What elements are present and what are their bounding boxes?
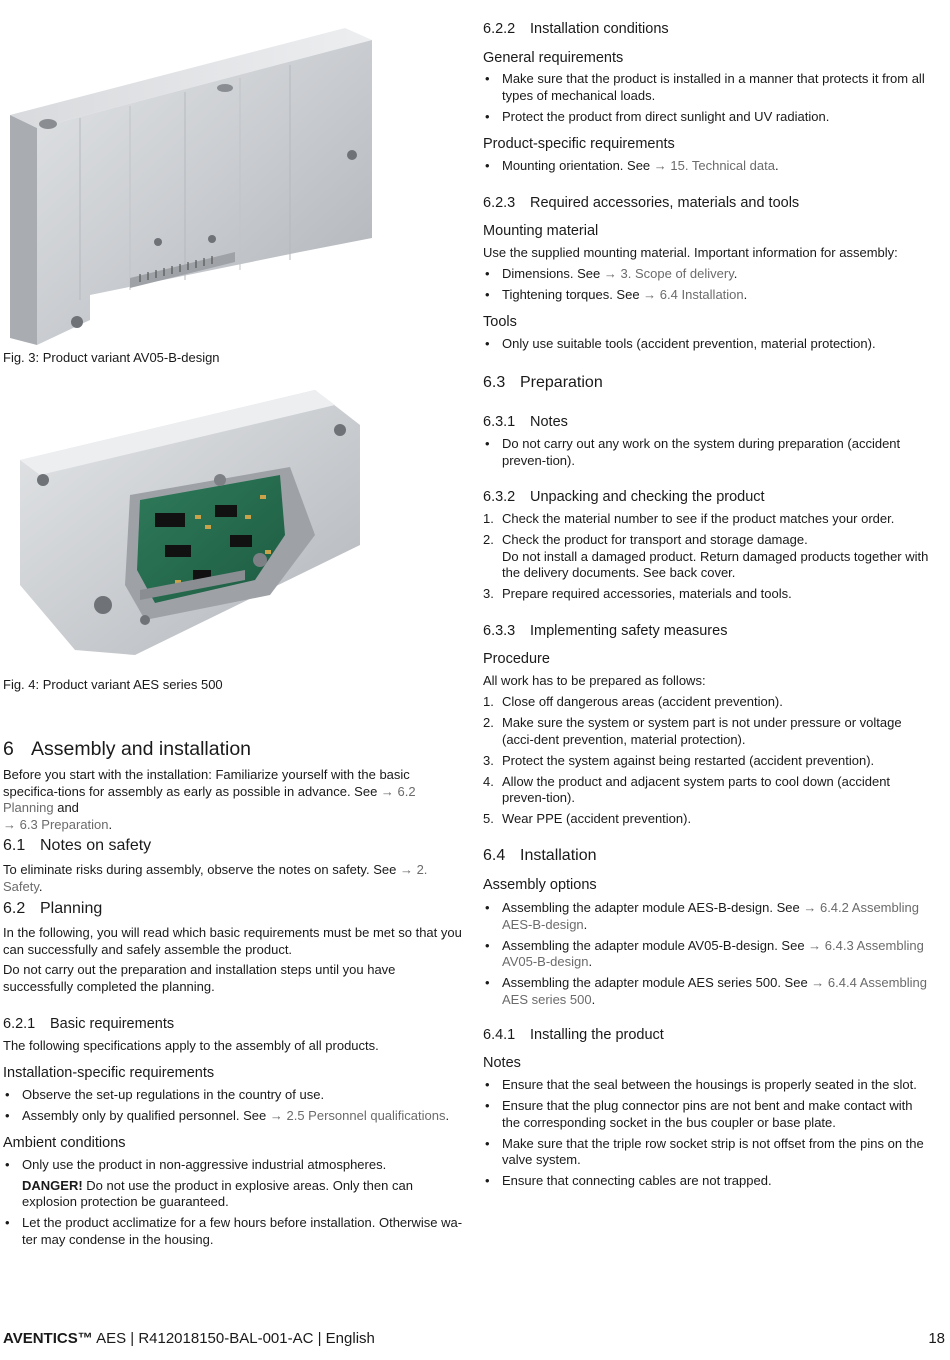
list-item: 1. Check the material number to see if the product matches your order. [483, 511, 895, 526]
list-item: • Assembling the adapter module AES-B-design. See → 6.4.2 Assembling AES-B-design. [483, 900, 938, 933]
link-assembling-aes-b-design[interactable]: 6.4.2 Assembling AES-B-design [502, 900, 919, 932]
link-preparation[interactable]: 6.3 Preparation [19, 816, 109, 832]
link-technical-data[interactable]: 15. Technical data [670, 158, 775, 173]
list-item: • Only use the product in non-aggressive industrial atmospheres. DANGER! Do not use the product in explosive areas. Only then can explosion protection be guaranteed. [3, 1157, 465, 1211]
link-personnel-qualifications[interactable]: 2.5 Personnel qualifications [286, 1108, 446, 1123]
list-item: • Assembly only by qualified personnel. See → 2.5 Personnel qualifications. [3, 1108, 465, 1125]
installing-notes-heading: Notes [483, 1055, 521, 1071]
list-item: • Assembling the adapter module AES series 500. See → 6.4.4 Assembling AES series 500. [483, 975, 938, 1008]
list-item: • Tightening torques. See → 6.4 Installation. [483, 287, 933, 304]
section-6-2-heading: 6.2 Planning [3, 900, 103, 917]
section-6-3-3-heading: 6.3.3 Implementing safety measures [483, 623, 728, 639]
link-scope-of-delivery[interactable]: 3. Scope of delivery [620, 266, 734, 281]
section-6-heading: 6 Assembly and installation [3, 738, 252, 760]
list-item: • Make sure that the triple row socket strip is not offset from the pins on the valve system. [483, 1136, 933, 1169]
section-6-3-heading: 6.3 Preparation [483, 374, 603, 391]
link-planning[interactable]: 6.2 Planning [3, 783, 416, 815]
section-6-2-2-heading: 6.2.2 Installation conditions [483, 21, 669, 37]
section-6-2-1-text: The following specifications apply to the assembly of all products. [3, 1038, 379, 1053]
tools-heading: Tools [483, 314, 517, 330]
procedure-heading: Procedure [483, 651, 550, 667]
section-6-1-text: To eliminate risks during assembly, observe the notes on safety. See → 2. Safety. [3, 862, 428, 894]
section-6-2-1-heading: 6.2.1 Basic requirements [3, 1016, 175, 1032]
list-item: • Protect the product from direct sunlight and UV radiation. [483, 109, 933, 126]
section-6-2-para-2: Do not carry out the preparation and installation steps until you have successfully completed the planning. [3, 962, 396, 994]
list-item: 4. Allow the product and adjacent system parts to cool down (accident preven-tion). [483, 773, 891, 805]
assembly-options-list [483, 900, 938, 1013]
section-6-1-heading: 6.1 Notes on safety [3, 837, 152, 854]
section-6-intro: Before you start with the installation: Familiarize yourself with the basic specifica-tions for assembly as early as possible in advance. See → 6.2 Planning and → 6.3 Preparation. [3, 767, 416, 832]
mounting-material-heading: Mounting material [483, 223, 599, 239]
link-installation[interactable]: 6.4 Installation [659, 287, 744, 302]
list-item: 5. Wear PPE (accident prevention). [483, 811, 692, 826]
link-safety[interactable]: 2. Safety [3, 862, 428, 894]
link-assembling-aes-series-500[interactable]: 6.4.4 Assembling AES series 500 [502, 975, 927, 1007]
notes-list [483, 436, 943, 474]
figure-aes-series-500-image [15, 385, 375, 665]
ambient-conditions-heading: Ambient conditions [3, 1135, 126, 1151]
list-item: • Ensure that connecting cables are not trapped. [483, 1173, 933, 1190]
list-item: • Ensure that the seal between the housings is properly seated in the slot. [483, 1077, 933, 1094]
procedure-text: All work has to be prepared as follows: [483, 673, 706, 688]
list-item: • Dimensions. See → 3. Scope of delivery. [483, 266, 933, 283]
installation-specific-list [3, 1087, 465, 1129]
figure-av05-b-design-image [0, 20, 380, 350]
general-requirements-heading: General requirements [483, 50, 624, 66]
list-item: • Ensure that the plug connector pins are not bent and make contact with the corresponding socket in the bus coupler or base plate. [483, 1098, 933, 1131]
brand-name: AVENTICS™ [3, 1330, 93, 1347]
page-number: 18 [928, 1330, 945, 1347]
section-6-2-para-1: In the following, you will read which basic requirements must be met so that you can successfully and safely assemble the product. [3, 925, 462, 957]
figure-4-caption: Fig. 4: Product variant AES series 500 [3, 677, 223, 692]
unpacking-steps-list [483, 511, 933, 607]
figure-3-caption: Fig. 3: Product variant AV05-B-design [3, 350, 220, 365]
product-specific-heading: Product-specific requirements [483, 136, 675, 152]
section-6-3-1-heading: 6.3.1 Notes [483, 414, 568, 430]
list-item: • Mounting orientation. See → 15. Technical data. [483, 158, 933, 175]
link-assembling-av05-b-design[interactable]: 6.4.3 Assembling AV05-B-design [502, 937, 924, 969]
product-specific-list [483, 158, 933, 179]
list-item: • Only use suitable tools (accident prevention, material protection). [483, 336, 933, 353]
installing-notes-list [483, 1077, 933, 1194]
list-item: • Do not carry out any work on the system during preparation (accident preven-tion). [483, 436, 943, 469]
list-item: 3. Prepare required accessories, materials and tools. [483, 586, 792, 601]
assembly-options-heading: Assembly options [483, 877, 597, 893]
list-item: 2. Make sure the system or system part is not under pressure or voltage (acci-dent prevention, material protection). [483, 715, 902, 747]
danger-note: DANGER! Do not use the product in explosive areas. Only then can explosion protection be guaranteed. [22, 1177, 413, 1209]
document-reference: AES | R412018150-BAL-001-AC | English [92, 1330, 375, 1347]
list-item: 2. Check the product for transport and storage damage. Do not install a damaged product. Return damaged products together with the delivery documents. See back cover. [483, 532, 929, 580]
list-item: 1. Close off dangerous areas (accident prevention). [483, 694, 783, 709]
mounting-material-text: Use the supplied mounting material. Important information for assembly: [483, 245, 898, 260]
list-item: • Let the product acclimatize for a few hours before installation. Otherwise wa-ter may condense in the housing. [3, 1215, 465, 1248]
section-6-4-1-heading: 6.4.1 Installing the product [483, 1027, 664, 1043]
section-6-3-2-heading: 6.3.2 Unpacking and checking the product [483, 489, 765, 505]
list-item: • Assembling the adapter module AV05-B-design. See → 6.4.3 Assembling AV05-B-design. [483, 938, 938, 971]
section-6-4-heading: 6.4 Installation [483, 847, 597, 864]
list-item: • Make sure that the product is installed in a manner that protects it from all types of mechanical loads. [483, 71, 933, 104]
section-6-2-3-heading: 6.2.3 Required accessories, materials and tools [483, 195, 800, 211]
installation-specific-heading: Installation-specific requirements [3, 1065, 215, 1081]
ambient-conditions-list [3, 1157, 465, 1253]
footer [3, 1330, 375, 1348]
list-item: • Observe the set-up regulations in the country of use. [3, 1087, 465, 1104]
general-requirements-list [483, 71, 933, 130]
mounting-material-list [483, 266, 933, 308]
safety-steps-list [483, 694, 933, 832]
tools-list [483, 336, 933, 357]
list-item: 3. Protect the system against being restarted (accident prevention). [483, 752, 875, 768]
